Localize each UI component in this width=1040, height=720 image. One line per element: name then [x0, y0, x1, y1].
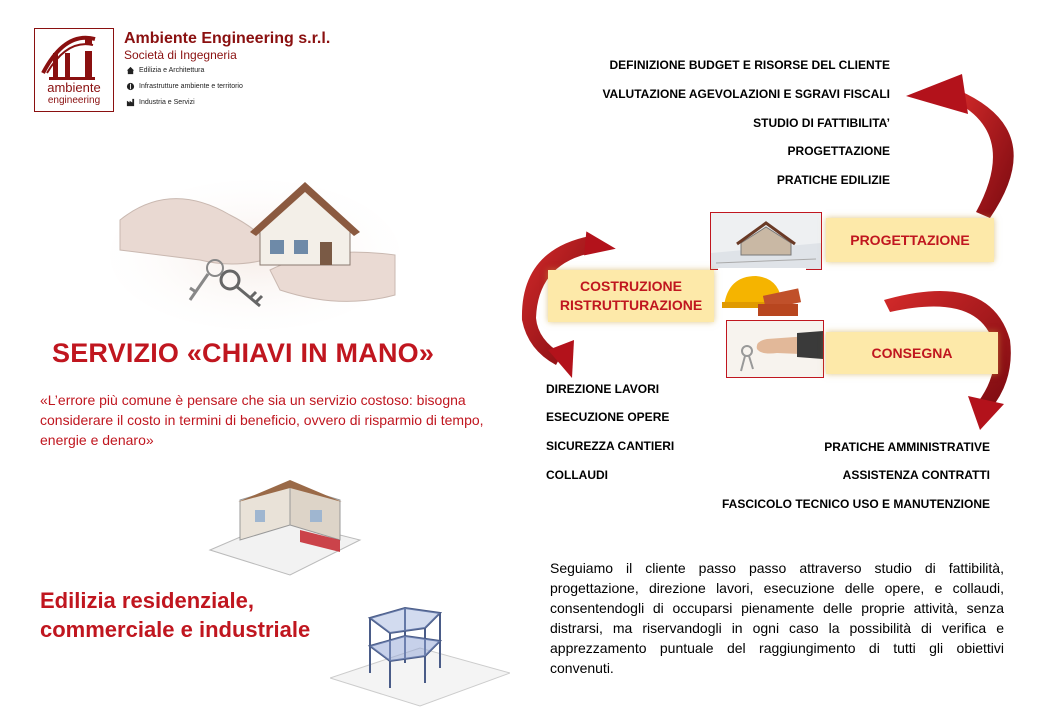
arrow-head-right-icon: [968, 396, 1004, 430]
keys-handover-photo: [726, 320, 824, 378]
stage-progettazione: PROGETTAZIONE: [826, 218, 994, 262]
list-item: ESECUZIONE OPERE: [546, 410, 670, 424]
stage-costruzione-line2: RISTRUTTURAZIONE: [559, 297, 703, 313]
logo-word-engineering: engineering: [47, 95, 101, 106]
division-label: Edilizia e Architettura: [139, 67, 205, 74]
division-label: Industria e Servizi: [139, 99, 195, 106]
company-subtitle: Società di Ingegneria: [124, 48, 237, 62]
list-item: SICUREZZA CANTIERI: [546, 439, 675, 453]
stage-consegna: CONSEGNA: [826, 332, 998, 374]
list-item: COLLAUDI: [546, 468, 608, 482]
list-item: ASSISTENZA CONTRATTI: [842, 468, 990, 482]
description-paragraph: Seguiamo il cliente passo passo attraverso studio di fattibilità, progettazione, direzione lavori, esecuzione delle opere, e collaudi, consentendogli di occuparsi pienamente delle proprie attività, senza distrarsi, ma riservandogli in ogni caso la possibilità di verifica e apprezzamento puntuale del raggiungimento di tutti gli obiettivi convenuti.: [550, 560, 1004, 676]
list-item: DEFINIZIONE BUDGET E RISORSE DEL CLIENTE: [609, 58, 890, 72]
arrow-head-top-icon: [906, 74, 968, 114]
list-item: FASCICOLO TECNICO USO E MANUTENZIONE: [721, 497, 990, 511]
arrow-head-left-icon: [582, 231, 618, 260]
list-item: VALUTAZIONE AGEVOLAZIONI E SGRAVI FISCALI: [602, 87, 890, 101]
stage-costruzione: [548, 270, 714, 322]
list-item: DIREZIONE LAVORI: [546, 382, 660, 396]
division-label: Infrastrutture ambiente e territorio: [139, 83, 243, 90]
helmet-bricks-photo: [718, 268, 806, 318]
list-item: STUDIO DI FATTIBILITA’: [753, 116, 890, 130]
list-item: PRATICHE AMMINISTRATIVE: [824, 440, 990, 454]
company-name: Ambiente Engineering s.r.l.: [124, 30, 331, 47]
logo-word-ambiente: ambiente: [47, 80, 101, 95]
service-headline: SERVIZIO «CHIAVI IN MANO»: [52, 338, 435, 368]
service-quote: «L’errore più comune è pensare che sia un servizio costoso: bisogna considerare il costo in termini di beneficio, ovvero di risparmio di tempo, energie e denaro»: [40, 392, 484, 448]
edilizia-line2: commerciale e industriale: [40, 617, 311, 642]
stage-costruzione-line1: COSTRUZIONE: [580, 278, 682, 294]
blueprint-house-photo: [710, 212, 822, 270]
list-item: PRATICHE EDILIZIE: [776, 173, 890, 187]
list-item: PROGETTAZIONE: [787, 144, 890, 158]
edilizia-line1: Edilizia residenziale,: [40, 588, 254, 613]
